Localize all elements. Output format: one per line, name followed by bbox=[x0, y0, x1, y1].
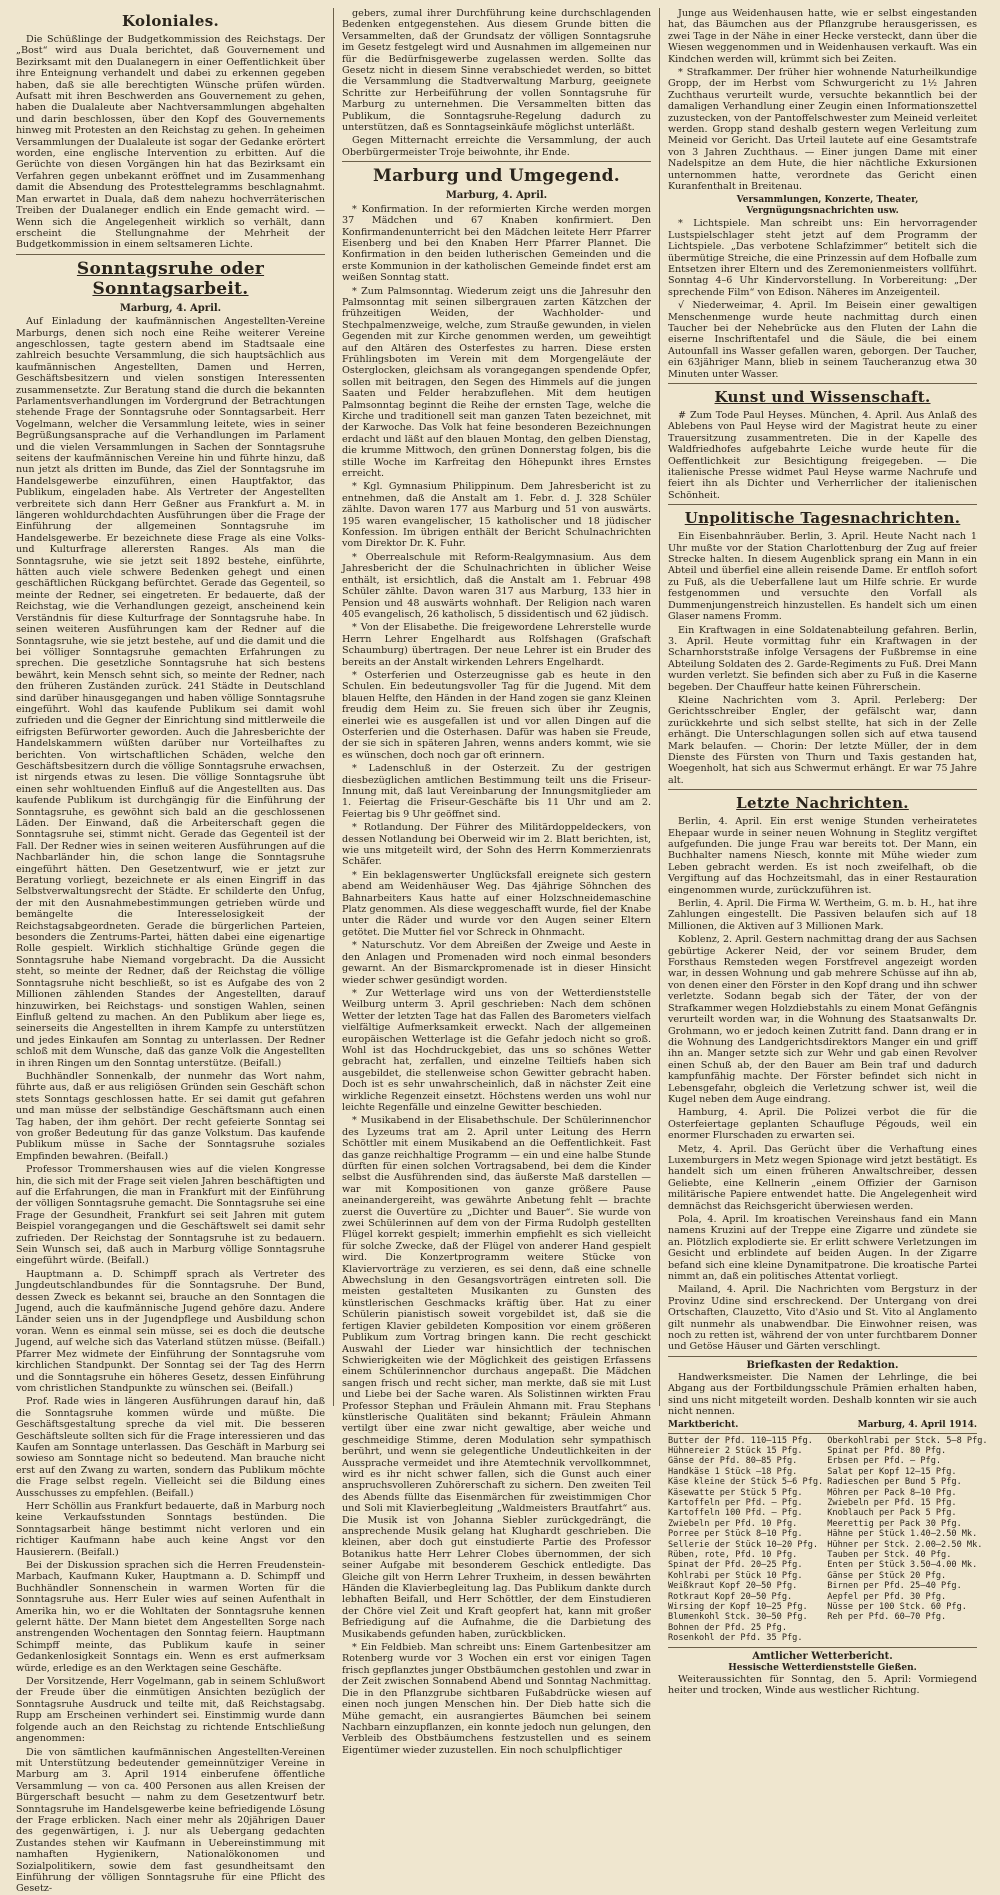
article-body: Der Vorsitzende, Herr Vogelmann, gab in seinem Schlußwort der Freude über die einmütigen Ansichten bezüglich der Sonntagsruhe Ausdruck und teilte mit, daß Reichstagsabg. Rupp am Erscheinen verhindert sei. Einstimmig wurde dann folgende auch an den Reichstag zu richtende Entschließung angenommen: bbox=[16, 1676, 325, 1745]
article-body: Bei der Diskussion sprachen sich die Herren Freudenstein-Marbach, Kaufmann Kuker, Hauptmann a. D. Schimpff und Buchhändler Sonnenschein in warmen Worten für die Sonntagsruhe aus. Herr Euler wies auf seinen Aufenthalt in Amerika hin, wo er die Wohltaten der Sonntagsruhe kennen gelernt hätte. Der Mann bietet dem Angestellten Sorge nach anstrengenden Wochentagen den Sonntag feiern. Hauptmann Schimpff meinte, das Publikum kaufe in seiner Gedankenlosigkeit Sonntags ein. Wenn es erst aufmerksam würde, erledige es an den Werktagen seine Geschäfte. bbox=[16, 1560, 325, 1674]
market-row: Sellerie der Stück 10—20 Pfg. bbox=[668, 1539, 819, 1550]
market-row: Kohlrabi per Stück 10 Pfg. bbox=[668, 1570, 803, 1581]
article-body: Professor Trommershausen wies auf die vielen Kongresse hin, die sich mit der Frage seit vielen Jahren beschäftigten und auf die Erfahrungen, die man in Frankfurt mit der Einführung der völligen Sonntagsruhe gemacht. Die Sonntagsruhe sei eine Frage der Gesundheit, Frankfurt sei seit Jahren mit gutem Beispiel vorangegangen und die Geschäftswelt sei damit sehr zufrieden. Der Reichstag der Sonntagsruhe ist zu bedauern. Sein Wunsch sei, daß auch in Marburg völlige Sonntagsruhe eingeführt würde. (Beifall.) bbox=[16, 1164, 325, 1267]
market-row: Hühner per Stck. 2.00—2.50 Mk. bbox=[827, 1539, 983, 1550]
news-item: * Musikabend in der Elisabethschule. Der Schülerinnenchor des Lyzeums trat am 2. April unter Leitung des Herrn Schöttler mit einem Musikabend an die Oeffentlichkeit. Fast das ganze reichhaltige Programm — ein und eine halbe Stunde dürften für einen solchen Vortragsabend, bei dem die Kinder selbst die Ausführenden sind, das äußerste Maß darstellen — war mit Kompositionen von ganze größere Pause aneinandergereiht, was gewährte Anbetung fehlt — brachte zuerst die Ouvertüre zu „Dichter und Bauer“. Sie wurde von zwei Schülerinnen auf dem von der Firma Rudolph gestellten Flügel korrekt gespielt; immerhin empfiehlt es sich vielleicht für solche Zwecke, daß der Flügel von anderer Hand gespielt wird. Die Konzertprogramm weitere Stücke von Klaviervorträge zu verzieren, es sei denn, daß eine schnelle Abwechslung in den Gesangsvorträgen eintreten soll. Die meisten gestalteten Musikanten zu Gunsten des künstlerischen Geschmacks kräftig über. Hat zu einer Schülerin pianistisch soweit vorgebildet ist, daß sie die fertigen Klavier gebildeten Komposition vor einem größeren Publikum zum Vortrag bringen kann. Die recht geschickt Auswahl der Lieder war hinsichtlich der technischen Schwierigkeiten wie der Möglichkeit des geistigen Erfassens einem Schülerinnenchor durchaus angepaßt. Die Mädchen sangen frisch und recht sicher, man merkte, daß sie mit Lust und Liebe bei der Sache waren. Als Solistinnen wirkten Frau Professor Stephan und Fräulein Ahmann mit. Frau Stephans künstlerische Qualitäten sind bekannt; Fräulein Ahmann vertilgt über eine zwar nicht gewaltige, aber weiche und geschmeidige Stimme, deren Modulation sehr sympathisch berührt, und wenn sie gelegentliche Undeutlichkeiten in der Aussprache vermeidet und ihre Atemtechnik vervollkommnet, wird es ihr nicht schwer fallen, sich die Gunst auch einer anspruchsvolleren Zuhörerschaft zu sichern. Den zweiten Teil des Abends füllte das Eisenmärchen für zweistimmigen Chor und Soli mit Klavierbegleitung „Waldmeisters Brautfahrt“ aus. Die Musik ist von Johanna Siebler zurückgedrängt, die ansprechende Musik gelang hat Klughardt geschrieben. Die kleinen, aber doch gut einstudierte Partie des Professor Botanikus hatte Herr Lehrer Clobes übernommen, der sich seiner Aufgabe mit besonderem Geschick entledigte. Das Gleiche gilt von Herrn Lehrer Truxheim, in dessen bewährten Händen die Klavierbegleitung lag. Das Publikum dankte durch lebhaften Beifall, und Herr Schöttler, der dem Einstudieren der Chöre viel Zeit und Kraft geopfert hat, kann mit großer Befriedigung auf die Aufnahme, die die Darbietung des Musikabends gefunden haben, zurückblicken. bbox=[342, 1115, 651, 1640]
section-title-letzte: Letzte Nachrichten. bbox=[736, 794, 909, 813]
divider bbox=[342, 161, 651, 162]
market-row: Radieschen per Bund 5 Pfg. bbox=[827, 1477, 962, 1488]
market-row: Butter der Pfd. 110—115 Pfg. bbox=[668, 1435, 813, 1446]
article-body: Herr Schöllin aus Frankfurt bedauerte, daß in Marburg noch keine Verkaufsstunden Sonntags bestünden. Die Sonntagsarbeit hänge bestimmt nicht verloren und ein richtiger Kaufmann habe auch keine Angst vor den Hausierern. (Beifall.) bbox=[16, 1500, 325, 1558]
news-item: Pola, 4. April. Im kroatischen Vereinshaus fand ein Mann namens Kruzini auf der Treppe eine Zigarre und zündete sie an. Plötzlich explodierte sie. Er erlitt schwere Verletzungen im Gesicht und erblindete auf beiden Augen. In der Zigarre befand sich eine kleine Dynamitpatrone. Die kroatische Partei nimmt an, daß ein politisches Attentat vorliegt. bbox=[668, 1214, 977, 1283]
market-row: Handkäse 1 Stück —18 Pfg. bbox=[668, 1466, 798, 1477]
divider bbox=[668, 1647, 977, 1648]
news-item: √ Niederweimar, 4. April. Im Beisein einer gewaltigen Menschenmenge wurde heute nachmittag durch einen Taucher bei der Nehebrücke aus den Fluten der Lahn die eiserne Inschriftentafel und die Säule, die bei einem Autounfall ins Wasser gefallen waren, geborgen. Der Taucher, ein 63jähriger Mann, blieb in seinem Taucheranzug etwa 30 Minuten unter Wasser. bbox=[668, 300, 977, 380]
weather-title: Amtlicher Wetterbericht. bbox=[752, 1650, 893, 1662]
article-body: Gegen Mitternacht erreichte die Versammlung, der auch Oberbürgermeister Troje beiwohnte, ihr Ende. bbox=[342, 135, 651, 158]
market-row: Nüsse per 100 Stck. 60 Pfg. bbox=[827, 1602, 967, 1612]
market-row: Enten per Stück 3.50—4.00 Mk. bbox=[827, 1560, 978, 1571]
news-item: * Kgl. Gymnasium Philippinum. Dem Jahresbericht ist zu entnehmen, daß die Anstalt am 1. Febr. d. J. 328 Schüler zählte. Davon waren 177 aus Marburg und 51 von auswärts. 195 waren evangelischer, 15 katholischer und 18 jüdischer Konfession. Im übrigen enthält der Bericht Schulnachrichten vom Direktor Dr. K. Fuhr. bbox=[342, 481, 651, 550]
market-row: Bohnen der Pfd. 25 Pfg. bbox=[668, 1622, 787, 1633]
section-title-koloniales: Koloniales. bbox=[122, 12, 219, 30]
news-item: Berlin, 4. April. Die Firma W. Wertheim, G. m. b. H., hat ihre Zahlungen eingestellt. Die Passiven belaufen sich auf 18 Millionen, die Aktiven auf 3 Millionen Mark. bbox=[668, 898, 977, 932]
market-row: Porree per Stück 8—10 Pfg. bbox=[668, 1529, 803, 1540]
news-item: * Rotlandung. Der Führer des Militärdoppeldeckers, von dessen Notlandung bei Oberweid wir im 2. Blatt berichten, ist, wie uns mitgeteilt wird, der Sohn des Herrn Kommerzienrats Schäfer. bbox=[342, 822, 651, 868]
news-item: * Konfirmation. In der reformierten Kirche werden morgen 37 Mädchen und 67 Knaben konfirmiert. Den Konfirmandenunterricht bei den Mädchen leitete Herr Pfarrer Eisenberg und bei den Knaben Herr Pfarrer Plannet. Die Konfirmation in den beiden lutherischen Gemeinden und die erste Kommunion in der katholischen Gemeinde findet erst am weißen Sonntag statt. bbox=[342, 203, 651, 284]
market-row: Gänse der Pfd. 80—85 Pfg. bbox=[668, 1456, 798, 1467]
market-title: Marktbericht. bbox=[668, 1419, 739, 1430]
article-body: Hauptmann a. D. Schimpff sprach als Vertreter des Jungdeutschlandbundes für die Sonntagsruhe. Der Bund, dessen Zweck es bekannt sei, brauche an den Sonntagen die Jugend, auch die kaufmännische Jugend gehöre dazu. Andere Länder seien uns in der Jugendpflege und Ausbildung schon voran. Wenn es einmal sein müsse, sei es doch die deutsche Jugend, auf welche sich das Vaterland stützen müsse. (Beifall.) Pfarrer Mez widmete der Einführung der Sonntagsruhe vom kirchlichen Standpunkt. Der Sonntag sei der Tag des Herrn und die Sonntagsruhe ein höheres Gesetz, dessen Einführung vom christlichen Standpunkte zu wünschen sei. (Beifall.) bbox=[16, 1268, 325, 1394]
divider bbox=[668, 504, 977, 505]
market-row: Birnen per Pfd. 25—40 Pfg. bbox=[827, 1581, 962, 1592]
market-row: Reh per Pfd. 60—70 Pfg. bbox=[827, 1612, 947, 1623]
article-body: Die von sämtlichen kaufmännischen Angestellten-Vereinen mit Unterstützung bedeutender gemeinnütziger Vereine in Marburg am 3. April 1914 einberufene öffentliche Versammlung — von ca. 400 Personen aus allen Kreisen der Bürgerschaft besucht — nahm zu dem Gesetzentwurf betr. Sonntagsruhe im Handelsgewerbe keine befriedigende Lösung der Frage erblicken. Nach einer mehr als 20jährigen Dauer des gegenwärtigen, i. J. nur als Uebergang gedachten Zustandes stehen wir Kaufmann in Uebereinstimmung mit namhaften Hygienikern, Nationalökonomen und Sozialpolitikern, sowie dem fast gesundheitsamt den Einführung der völligen Sonntagsruhe für eine Pflicht des Gesetz- bbox=[16, 1746, 325, 1895]
market-row: Kartoffeln per Pfd. — Pfg. bbox=[668, 1497, 803, 1508]
market-row: Rotkraut Kopf 20—50 Pfg. bbox=[668, 1591, 793, 1602]
news-item: Berlin, 4. April. Ein erst wenige Stunden verheiratetes Ehepaar wurde in seiner neuen Wohnung in Steglitz vergiftet aufgefunden. Die junge Frau war bereits tot. Der Mann, ein Buchhalter namens Niesch, konnte mit Mühe wieder zum Leben gebracht werden. Es ist noch zweifelhaft, ob die Vergiftung auf das Hochzeitsmahl, das in einer Restauration eingenommen wurde, zurückzuführen ist. bbox=[668, 816, 977, 896]
market-row: Käsewatte per Stück 5 Pfg. bbox=[668, 1487, 803, 1498]
market-header bbox=[668, 1420, 977, 1430]
weather-forecast: Weiteraussichten für Sonntag, den 5. April: Vormiegend heiter und trocken, Winde aus westlicher Richtung. bbox=[668, 1673, 977, 1697]
market-row: Salat per Kopf 12—15 Pfg. bbox=[827, 1466, 957, 1477]
divider bbox=[668, 1356, 977, 1357]
article-body: Prof. Rade wies in längeren Ausführungen darauf hin, daß die Sonntagsruhe kommen würde und müßte. Die Geschäftsgestaltung spreche da viel mit. Die besseren Geschäftsleute sollten sich für die Frage interessieren und das Kaufen am Sonntage unterlassen. Das Geschäft in Marburg sei sowieso am Sonntage nicht so bedeutend. Man brauche nicht erst auf den Zwang zu warten, sondern das Publikum möchte die Frage selbst regeln. Vielleicht sei die Bildung eines Ausschusses zu empfehlen. (Beifall.) bbox=[16, 1396, 325, 1499]
market-row: Hähne per Stück 1.40—2.50 Mk. bbox=[827, 1529, 978, 1540]
market-row: Blumenkohl Stck. 30—50 Pfg. bbox=[668, 1612, 808, 1623]
market-row: Möhren per Pack 8—10 Pfg. bbox=[827, 1487, 957, 1498]
news-item: Ein Eisenbahnräuber. Berlin, 3. April. Heute Nacht nach 1 Uhr mußte vor der Station Charlottenburg der Zug auf freier Strecke halten. In diesem Augenblick sprang ein Mann in ein Abteil und überfiel eine allein reisende Dame. Er entfloh sofort zu Fuß, als die Ueberfallene laut um Hilfe schrie. Er wurde festgenommen und versuchte den Vorfall als Dummenjungenstreich hinzustellen. Es handelt sich um einen Glaser namens Fromm. bbox=[668, 531, 977, 623]
market-column-left bbox=[668, 1436, 823, 1644]
market-row: Spinat per Pfd. 80 Pfg. bbox=[827, 1445, 947, 1456]
subsection-title: Versammlungen, Konzerte, Theater, Vergnügungsnachrichten usw. bbox=[736, 194, 919, 216]
news-item: Hamburg, 4. April. Die Polizei verbot die für die Osterfeiertage geplanten Schaufluge Pégouds, weil ein enormer Flurschaden zu erwarten sei. bbox=[668, 1107, 977, 1142]
section-title-marburg: Marburg und Umgegend. bbox=[372, 166, 620, 187]
market-row: Zwiebeln per Pfd. 10 Pfg. bbox=[668, 1518, 798, 1529]
market-row: Rüben, rote, Pfd. 10 Pfg. bbox=[668, 1549, 798, 1560]
news-item: * Von der Elisabethe. Die freigewordene Lehrerstelle wurde Herrn Lehrer Engelhardt aus Rolfshagen (Grafschaft Schaumburg) übertragen. Der neue Lehrer ist ein Bruder des bereits an der Anstalt wirkenden Lehrers Engelhardt. bbox=[342, 622, 651, 668]
news-item: Metz, 4. April. Das Gerücht über die Verhaftung eines Luxemburgers in Metz wegen Spionage wird jetzt bestätigt. Es handelt sich um einen früheren Anwaltschreiber, dessen Geliebte, eine Kellnerin „einem Offizier der Garnison militärische Papiere entwendet hatte. Die Angelegenheit wird demnächst das Reichsgericht überwiesen werden. bbox=[668, 1143, 977, 1212]
article-body: Buchhändler Sonnenkalb, der nunmehr das Wort nahm, führte aus, daß er aus religiösen Gründen sein Geschäft schon stets Sonntags geschlossen hatte. Er sei damit gut gefahren und man müsse der selbständige Geschäftsmann auch einen Tag haben, der ihm gehört. Der recht gefeierte Sonntag sei von großer Bedeutung für das ganze Volkstum. Das kaufende Publikum müsse in Sache der Sonntagsruhe soziales Empfinden bewahren. (Beifall.) bbox=[16, 1070, 325, 1162]
market-date: Marburg, 4. April 1914. bbox=[857, 1419, 977, 1430]
divider bbox=[668, 789, 977, 790]
market-row: Knoblauch per Pack 5 Pfg. bbox=[827, 1508, 957, 1519]
market-row: Oberkohlrabi per Stck. 5—8 Pfg. bbox=[827, 1435, 988, 1446]
market-report bbox=[668, 1433, 988, 1644]
news-item: Kleine Nachrichten vom 3. April. Perleberg: Der Gerichtsschreiber Engler, der gefälscht war, dann zurückkehrte und sich selbst stellte, hat sich in der Zelle erhängt. Die Unterschlagungen sollen sich auf etwa tausend Mark belaufen. — Chorin: Der letzte Müller, der in dem Dienste des Fürsten von Thurn und Taxis gestanden hat, Woegenholt, hat sich aus Schwermut erhängt. Er war 75 Jahre alt. bbox=[668, 694, 977, 786]
news-item: Mailand, 4. April. Die Nachrichten vom Bergsturz in der Provinz Udine sind erschreckend. Der Untergang von drei Ortschaften, Clauzetto, Vito d'Asio und St. Vito al Anglamento gilt nunmehr als unabwendbar. Die Einwohner reisen, was noch zu retten ist, während der von unter furchtbarem Donner und Getöse Häuser und Gärten verschlingt. bbox=[668, 1284, 977, 1353]
market-row: Kartoffeln 100 Pfd. — Pfg. bbox=[668, 1508, 803, 1519]
column-3 bbox=[662, 8, 988, 1697]
market-row: Meerettig per Pack 30 Pfg. bbox=[827, 1518, 962, 1529]
market-row: Spinat der Pfd. 20—25 Pfg. bbox=[668, 1560, 803, 1571]
market-row: Tauben per Stck. 40 Pfg. bbox=[827, 1549, 952, 1560]
news-item: * Ein beklagenswerter Unglücksfall ereignete sich gestern abend am Weidenhäuser Weg. Das 4jährige Söhnchen des Bahnarbeiters Kaus hatte auf einer Holzschneidemaschine Platz genommen. Als diese weggeschafft wurde, fiel der Knabe unter die Räder und wurde vor den Augen seiner Eltern getötet. Die Mutter fiel vor Schreck in Ohnmacht. bbox=[342, 869, 651, 938]
news-item: * Ein Feldbieb. Man schreibt uns: Einem Gartenbesitzer am Rotenberg wurde vor 3 Wochen ein erst vor einigen Tagen frisch gepflanztes junger Obstbäumchen gestohlen und zwar in der Zeit zwischen Sonnabend Abend und Sonntag Nachmittag. Die in den Pflanzgrube sichtbaren Fußabdrücke wiesen auf einen noch jungen Menschen hin. Der Dieb hatte sich die Mühe gemacht, ein ausrangiertes Bäumchen bei seinem Nachbarn einzupflanzen, ein konnte jedoch nun gelungen, den Verbleib des Obstbäumchens festzustellen und es seinem Eigentümer wieder zuzustellen. Ein noch schulpflichtiger bbox=[342, 1642, 651, 1756]
market-row: Hühnereier 2 Stück 15 Pfg. bbox=[668, 1445, 803, 1456]
market-row: Rosenkohl der Pfd. 35 Pfg. bbox=[668, 1633, 803, 1644]
news-item: Koblenz, 2. April. Gestern nachmittag drang der aus Sachsen gebürtige Ackerer Neid, der vor seinem Bruder, dem Forsthaus Remsteden wegen Forstfrevel angezeigt worden war, in dessen Wohnung und gab mehrere Schüsse auf ihn ab, von denen einer den Förster in den Kopf drang und ihn schwer verletzte. Sodann begab sich der Täter, der von der Strafkammer wegen Holzdiebstahls zu einem Monat Gefängnis verurteilt worden war, in die Wohnung des Staatsanwalts Dr. Grohmann, wo er jedoch keinen Zutritt fand. Dann drang er in die Wohnung des Landgerichtsdirektors Manger ein und griff ihn an. Manger setzte sich zur Wehr und gab einen Revolver einen Schuß ab, der den Bauer am Bein traf und dadurch kampfunfähig machte. Der Förster befindet sich nicht in Lebensgefahr, obgleich die Verletzung schwer ist, weil die Kugel neben dem Auge eindrang. bbox=[668, 934, 977, 1105]
market-row: Aepfel per Pfd. 30 Pfg. bbox=[827, 1591, 947, 1602]
news-item: * Zur Wetterlage wird uns von der Wetterdienststelle Weilburg unterm 3. April geschrieben: Nach dem schönen Wetter der letzten Tage hat das Fallen des Barometers vielfach vielfältige Aufmerksamkeit erweckt. Nach der allgemeinen europäischen Wetterlage ist die Gefahr jedoch nicht so groß. Wohl ist das Hochdruckgebiet, das uns so schönes Wetter gebracht hat, zerfallen, und einzelne Teiltiefs haben sich ausgebildet, die stellenweise schon Gewitter gebracht haben. Doch ist es sehr unwahrscheinlich, daß in nächster Zeit eine wirkliche Regenzeit einsetzt. Höchstens werden uns wohl nur leichte Regenfälle und einzelne Gewitter beschieden. bbox=[342, 987, 651, 1113]
news-item: * Ladenschluß in der Osterzeit. Zu der gestrigen diesbezüglichen amtlichen Bestimmung teilt uns die Friseur-Innung mit, daß laut Vereinbarung der Innungsmitglieder am 1. Feiertag die Friseur-Geschäfte bis 11 Uhr und am 2. Feiertag bis 9 Uhr geöffnet sind. bbox=[342, 763, 651, 820]
section-title-unpolitisch: Unpolitische Tagesnachrichten. bbox=[684, 509, 961, 528]
market-row: Erbsen per Pfd. — Pfg. bbox=[827, 1456, 942, 1467]
news-item: * Lichtspiele. Man schreibt uns: Ein hervorragender Lustspielschlager steht jetzt auf dem Programm der Lichtspiele. „Das verbotene Schlafzimmer“ betitelt sich die übermütige Streiche, die eine Prinzessin auf dem Hofballe zum Entsetzen ihrer Eltern und des Zeremonienmeisters vollführt. Sonntag 4–6 Uhr Kindervorstellung. In Vorbereitung: „Der sprechende Film“ von Edison. Näheres im Anzeigenteil. bbox=[668, 218, 977, 298]
market-column-right bbox=[827, 1436, 987, 1644]
news-item: * Strafkammer. Der früher hier wohnende Naturheilkundige Gropp, der im Herbst vom Schwurgericht zu 1½ Jahren Zuchthaus verurteilt wurde, versuchte bekanntlich bei der damaligen Verhandlung einer Zeugin einen Informationszettel zuzustecken, von der Pantoffelschwester zum Meineid verleitet werden. Gropp stand deshalb gestern wegen Verleitung zum Meineid vor Gericht. Das Urteil lautete auf eine Gesamtstrafe von 3 Jahren Zuchthaus. — Einer jungen Dame mit einer Nadelspitze an dem Hute, die hier nächtliche Exkursionen unternommen hatte, verordnete das Gericht einen Kuranfenthalt in Breitenau. bbox=[668, 67, 977, 193]
column-2 bbox=[336, 8, 657, 1756]
news-item: * Osterferien und Osterzeugnisse gab es heute in den Schulen. Ein bedeutungsvoller Tag für die Jugend. Mit dem blauen Helfte, den Händen in der Hand zogen sie ganz Kleinen freudig dem Heim zu. Sie freuen sich über ihr Zeugnis, einerlei wie es ausgefallen ist und vor allen Dingen auf die Osterferien und die Osterhasen. Dafür was haben sie Freude, der sie sich in späteren Jahren, wenns anders kommt, wie sie es wünschen, doch noch gar oft erinnern. bbox=[342, 669, 651, 761]
briefkasten-title: Briefkasten der Redaktion. bbox=[746, 1359, 899, 1371]
divider bbox=[16, 254, 325, 255]
news-item: * Zum Palmsonntag. Wiederum zeigt uns die Jahresuhr den Palmsonntag mit seinen silbergrauen zarten Kätzchen der frühzeitigen Weiden, der Wachholder- und Stechpalmenzweige, welche, zum Strauße gewunden, in vielen Gegenden mit zur Kirche genommen werden, um geweihtigt auf den Altären des Osterfestes zu harren. Diese ersten Frühlingsboten im Verein mit dem Morgengeläute der Osterglocken, gleichsam als vorangegangen spendende Opfer, sollen mit beitragen, den Segen des Himmels auf die jungen Saaten und Felder herabzuflehen. Mit dem heutigen Palmsonntag beginnt die Reihe der ernsten Tage, welche die Kirche und traditionell seit man ganzen Taten bezeichnet, mit der Karwoche. Das Volk hat feine besonderen Bezeichnungen erdacht und läßt auf den blauen Montag, den gelben Dienstag, die krumme Mittwoch, den grünen Donnerstag folgen, bis die stille Woche im Karfreitag den Höhepunkt ihres Ernstes erreicht. bbox=[342, 285, 651, 480]
column-1 bbox=[10, 8, 331, 1895]
market-row: Gänse per Stück 20 Pfg. bbox=[827, 1570, 947, 1581]
market-row: Zwiebeln per Pfd. 15 Pfg. bbox=[827, 1497, 957, 1508]
column-rule bbox=[659, 8, 660, 1406]
article-body: Die Schüßlinge der Budgetkommission des Reichstags. Der „Bost“ wird aus Duala berichtet, daß Gouvernement und Bezirksamt mit den Dualanegern in einer Oeffentlichkeit über ihre Enteignung verhandelt und dabei zu erkennen gegeben haben, daß sie alle berechtigten Wünsche prüfen würden. Aufsatt mit ihren Beschwerden ans Gouvernement zu gehen, haben die Dualaleute aber Nachtversammlungen abgehalten und darin beschlossen, über den Kopf des Gouvernements hinweg mit Protesten an den Reichstag zu gehen. In geheimen Versammlungen der Dualaleute ist sogar der Gedanke erörtert worden, eine englische Intervention zu erbitten. Auf die Gerüchte von diesen Vorgängen hin hat das Bezirksamt ein Verfahren gegen unbekannt eröffnet und im Zusammenhang damit die Absendung des Protesttelegramms beschlagnahmt. Man erwartet in Duala, daß dem nahezu hochverräterischen Treiben der Dualaneger endlich ein Ende gemacht wird. — Wenn sich die Angelegenheit wirklich so verhält, dann erscheint die Stellungnahme der Mehrheit der Budgetkommission in einem seltsameren Lichte. bbox=[16, 34, 325, 251]
news-item: * Naturschutz. Vor dem Abreißen der Zweige und Aeste in den Anlagen und Promenaden wird noch einmal besonders gewarnt. An der Bismarckpromenade ist in dieser Hinsicht wieder schwer gesündigt worden. bbox=[342, 940, 651, 986]
news-item: Ein Kraftwagen in eine Soldatenabteilung gefahren. Berlin, 3. April. Heute vormittag fuhr ein Kraftwagen in der Scharnhorststraße infolge Versagens der Fußbremse in eine Abteilung Soldaten des 2. Garde-Regiments zu Fuß. Drei Mann wurden verletzt. Sie befinden sich aber zu Fuß in die Kaserne begeben. Der Chauffeur hatte keinen Führerschein. bbox=[668, 624, 977, 693]
column-rule bbox=[333, 8, 334, 1406]
news-item: # Zum Tode Paul Heyses. München, 4. April. Aus Anlaß des Ablebens von Paul Heyse wird der Magistrat heute zu einer Trauersitzung zusammentreten. Die in der Kapelle des Waldfriedhofes aufgebahrte Leiche wurde heute für die Oeffentlichkeit zur Besichtigung freigegeben. — Die italienische Presse widmet Paul Heyse warme Nachrufe und feiert ihn als Dichter und Verherrlicher der italienischen Schönheit. bbox=[668, 410, 977, 501]
briefkasten-body: Handwerksmeister. Die Namen der Lehrlinge, die bei Abgang aus der Fortbildungsschule Prämien erhalten haben, sind uns nicht mitgeteilt worden. Deshalb konnten wir sie auch nicht nennen. bbox=[668, 1371, 977, 1418]
article-body: Auf Einladung der kaufmännischen Angestellten-Vereine Marburgs, denen sich noch eine Reihe weiterer Vereine angeschlossen, tagte gestern abend im Stadtsaale eine zahlreich besuchte Versammlung, die sich hauptsächlich aus kaufmännischen Angestellten, Damen und Herren, Geschäftsbesitzern und vielen sonstigen Interessenten zusammensetzte. Zur Beratung stand die durch die bekannten Parlamentsverhandlungen im Vordergrund der Betrachtungen stehende Frage der Sonntagsruhe oder Sonntagsarbeit. Herr Vogelmann, welcher die Versammlung leitete, wies in seiner Begrüßungsansprache auf die Verhandlungen im Parlament und die vielen Versammlungen in Sachen der Sonntagsruhe seitens der kaufmännischen Vereine hin und führte hinzu, daß nun jetzt als dritten im Bunde, das Ziel der Sonntagsruhe im Handelsgewerbe einzuführen, einen Hauptfaktor, das Publikum, eingeladen habe. Als Vertreter der Angestellten verbreitete sich dann Herr Geßner aus Frankfurt a. M. in längeren wohldurchdachten Ausführungen über die Frage der Einführung der allgemeinen Sonntagsruhe im Handelsgewerbe. Er bezeichnete diese Frage als eine Volks- und Kulturfrage allerersten Ranges. Als man die Sonntagsruhe, wie sie jetzt seit 1892 bestehe, einführte, hätten auch viele schwere Bedenken gehegt und einen geschäftlichen Rückgang befürchtet. Gerade das Gegenteil, so meinte der Redner, sei eingetreten. Er bedauerte, daß der Reichstag, wie die Verhandlungen gezeigt, anscheinend kein Verständnis für diese Kulturfrage der Sonntagsruhe habe. In seinen weiteren Ausführungen kam der Redner auf die Sonntagsruhe, wie sie jetzt bestehe, auf und die damit und die bei völliger Sonntagsruhe gemachten Erfahrungen zu sprechen. Die gesetzliche Sonntagsruhe hat sich bestens bewährt, kein Mensch sehnt sich, so meinte der Redner, nach den früheren Zuständen zurück. 241 Städte in Deutschland sind darüber hinausgegangen und haben völlige Sonntagsruhe eingeführt. Wohl das kaufende Publikum sei damit wohl zufrieden und die Gegner der Einrichtung sind mittlerweile die eifrigsten Befürworter geworden. Auch die Jahresberichte der Handelskammern wüßten darüber nur Vorteilhaftes zu berichten. Von wirtschaftlichen Schäden, welche den Geschäftsbesitzern durch die völlige Sonntagsruhe erwachsen, ist nirgends etwas zu lesen. Die völlige Sonntagsruhe übt einen sehr wohltuenden Einfluß auf die Angestellten aus. Das kaufende Publikum ist durchgängig für die Einführung der Sonntagsruhe, es gewöhnt sich bald an die geschlossenen Läden. Der Einwand, daß die Arbeiterschaft gegen die Sonntagsruhe sei, stimmt nicht. Gerade das Gegenteil ist der Fall. Der Redner wies in seinen weiteren Ausführungen auf die Nachbarländer hin, die schon lange die Sonntagsruhe eingeführt hätten. Den Gesetzentwurf, wie er jetzt zur Beratung vorliegt, bezeichnete er als einen Eingriff in das Selbstverwaltungsrecht der Städte. Er schilderte den Unfug, der mit den Ausnahmebestimmungen getrieben würde und bemängelte die Interesselosigkeit der Reichstagsabgeordneten. Gerade die bürgerlichen Parteien, besonders die Zentrums-Partei, hätten dabei eine eigenartige Rolle gespielt. Wirklich stichhaltige Gründe gegen die Sonntagsruhe habe Niemand vorgebracht. Da die Aussicht steht, so meinte der Redner, daß der Reichstag die völlige Sonntagsruhe nicht beschließt, so ist es Aufgabe des von 2 Millionen zählenden Standes der Angestellten, darauf hinzuwirken, bei Reichstags- und sonstigen Wahlen, seinen Einfluß geltend zu machen. An den Publikum aber liege es, seinerseits die Angestellten in ihrem Kampfe zu unterstützen und jedes Einkaufen am Sonntag zu unterlassen. Der Redner schloß mit dem Wunsche, daß das ganze Volk die Angestellten in ihren Ringen um den Sonntag unterstütze. (Beifall.) bbox=[16, 316, 325, 1069]
market-row: Weißkraut Kopf 20—50 Pfg. bbox=[668, 1581, 798, 1592]
market-row: Wirsing der Kopf 10—25 Pfg. bbox=[668, 1602, 808, 1612]
news-item: * Oberrealschule mit Reform-Realgymnasium. Aus dem Jahresbericht der die Schulnachrichten in üblicher Weise enthält, ist ersichtlich, daß die Anstalt am 1. Februar 498 Schüler zählte. Davon waren 317 aus Marburg, 133 hier in Pension und 48 auswärts wohnhaft. Der Religion nach waren 405 evangelisch, 26 katholisch, 5 dissidentisch und 62 jüdisch. bbox=[342, 551, 651, 620]
article-body: Junge aus Weidenhausen hatte, wie er selbst eingestanden hat, das Bäumchen aus der Pflanzgrube herausgerissen, es zwei Tage in der Nähe in einer Hecke versteckt, dann über die Wiesen weggenommen und in Weidenhausen verkauft. Was ein Kindchen werden will, krümmt sich bei Zeiten. bbox=[668, 8, 977, 65]
dateline: Marburg, 4. April. bbox=[445, 190, 548, 202]
market-row: Käse kleine der Stück 5—6 Pfg. bbox=[668, 1477, 824, 1488]
dateline: Marburg, 4. April. bbox=[119, 302, 222, 314]
article-body: gebers, zumal ihrer Durchführung keine durchschlagenden Bedenken entgegenstehen. Aus diesem Grunde bitten die Versammelten, daß der Grundsatz der völligen Sonntagsruhe im Gesetz festgelegt wird und Ausnahmen im allgemeinen nur für die Bedürfnisgewerbe zugelassen werden. Sollte das Gesetz nicht in diesem Sinne verabschiedet werden, so bittet die Versammlung die Stadtverwaltung Marburg, geeignete Schritte zur Herbeiführung der vollen Sonntagsruhe für Marburg zu unternehmen. Die Versammelten bitten das Publikum, die Sonntagsruhe-Regelung dadurch zu unterstützen, daß es Sonntagseinkäufe möglichst unterläßt. bbox=[342, 8, 651, 134]
headline-sonntagsruhe: Sonntagsruhe oder Sonntagsarbeit. bbox=[76, 258, 265, 299]
section-title-kunst: Kunst und Wissenschaft. bbox=[714, 388, 931, 406]
divider bbox=[668, 383, 977, 384]
weather-source: Hessische Wetterdienststelle Gießen. bbox=[728, 1662, 917, 1673]
